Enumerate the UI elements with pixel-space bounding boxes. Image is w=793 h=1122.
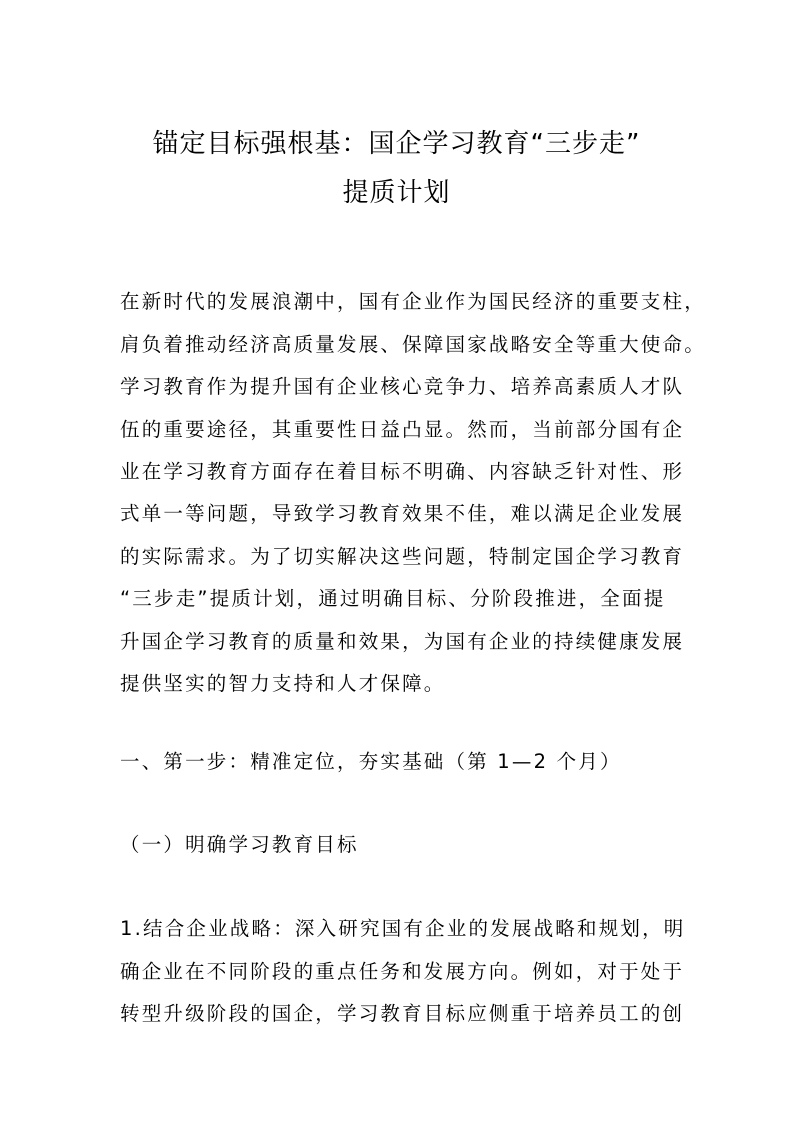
intro-line: 业在学习教育方面存在着目标不明确、内容缺乏针对性、形 xyxy=(120,460,685,483)
intro-line: 升国企学习教育的质量和效果，为国有企业的持续健康发展 xyxy=(120,630,685,653)
section-heading: 一、第一步：精准定位，夯实基础（第 1—2 个月） xyxy=(120,750,622,773)
document-title-line-2: 提质计划 xyxy=(342,178,451,208)
item-line: 确企业在不同阶段的重点任务和发展方向。例如，对于处于 xyxy=(120,960,685,983)
intro-line: 学习教育作为提升国有企业核心竞争力、培养高素质人才队 xyxy=(120,375,685,398)
intro-line: 伍的重要途径，其重要性日益凸显。然而，当前部分国有企 xyxy=(120,418,685,441)
intro-line: 式单一等问题，导致学习教育效果不佳，难以满足企业发展 xyxy=(120,502,685,525)
intro-line: “三步走”提质计划，通过明确目标、分阶段推进，全面提 xyxy=(120,587,666,610)
intro-line: 的实际需求。为了切实解决这些问题，特制定国企学习教育 xyxy=(120,545,685,568)
intro-line: 在新时代的发展浪潮中，国有企业作为国民经济的重要支柱， xyxy=(120,290,706,313)
intro-line: 提供坚实的智力支持和人才保障。 xyxy=(120,672,446,695)
document-title-line-1: 锚定目标强根基：国企学习教育“三步走” xyxy=(152,129,641,159)
intro-line: 肩负着推动经济高质量发展、保障国家战略安全等重大使命。 xyxy=(120,333,706,356)
item-line: 1.结合企业战略：深入研究国有企业的发展战略和规划，明 xyxy=(120,917,686,940)
item-line: 转型升级阶段的国企，学习教育目标应侧重于培养员工的创 xyxy=(120,1002,685,1025)
subsection-heading: （一）明确学习教育目标 xyxy=(120,833,359,856)
